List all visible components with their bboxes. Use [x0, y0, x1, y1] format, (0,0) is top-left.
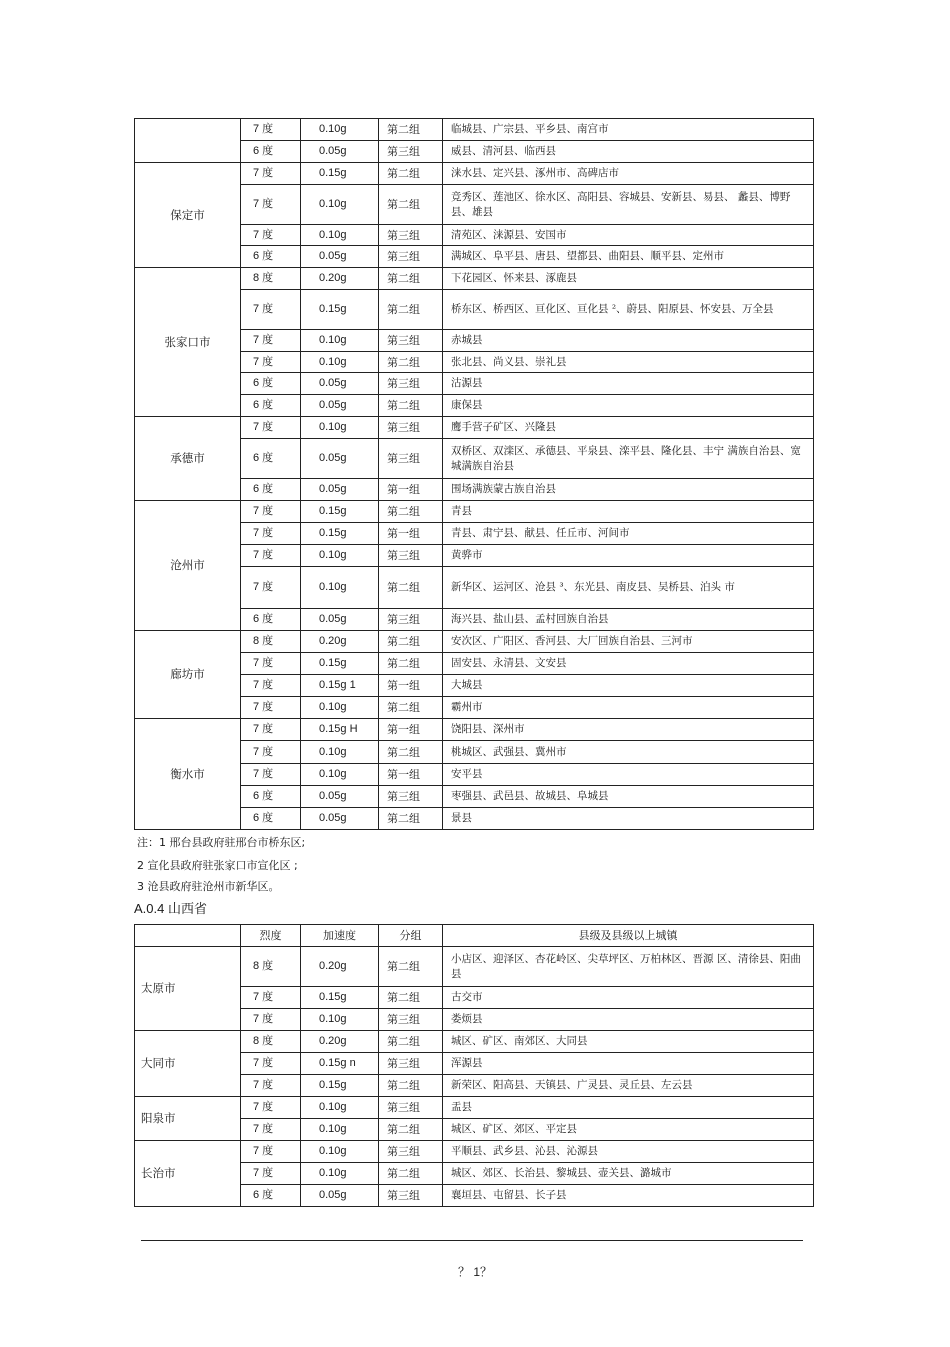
acceleration-cell: 0.10g	[301, 352, 379, 373]
city-name-cell: 大同市	[135, 1031, 241, 1097]
group-cell: 第二组	[379, 1075, 443, 1097]
towns-cell: 新华区、运河区、沧县 ³、东光县、南皮县、吴桥县、泊头 市	[443, 567, 814, 609]
shanxi-table-body	[135, 947, 814, 1207]
towns-cell: 固安县、永清县、文安县	[443, 653, 814, 675]
table-header-row	[135, 925, 814, 947]
towns-cell: 鹰手营子矿区、兴隆县	[443, 417, 814, 439]
group-cell: 第三组	[379, 330, 443, 352]
acceleration-cell: 0.10g	[301, 1163, 379, 1185]
acceleration-cell: 0.05g	[301, 1185, 379, 1207]
group-cell: 第二组	[379, 987, 443, 1009]
footnote: 3 沧县政府驻沧州市新华区。	[137, 880, 280, 893]
acceleration-cell: 0.10g	[301, 1009, 379, 1031]
group-cell: 第三组	[379, 373, 443, 395]
table-row	[135, 501, 814, 523]
group-cell: 第三组	[379, 246, 443, 268]
footnote: 注：1 邢台县政府驻邢台市桥东区;	[137, 836, 306, 849]
intensity-cell: 6 度	[241, 395, 301, 417]
intensity-cell: 7 度	[241, 675, 301, 697]
table-row	[135, 1097, 814, 1119]
group-cell: 第二组	[379, 352, 443, 373]
table-row	[135, 1031, 814, 1053]
acceleration-cell: 0.10g	[301, 567, 379, 609]
towns-cell: 城区、矿区、郊区、平定县	[443, 1119, 814, 1141]
acceleration-cell: 0.10g	[301, 1097, 379, 1119]
group-cell: 第二组	[379, 501, 443, 523]
towns-cell: 涞水县、定兴县、涿州市、高碑店市	[443, 163, 814, 185]
header-cell	[135, 925, 241, 947]
towns-cell: 桥东区、桥西区、亘化区、亘化县 ²、蔚县、阳原县、怀安县、万全县	[443, 290, 814, 330]
acceleration-cell: 0.20g	[301, 947, 379, 987]
group-cell: 第三组	[379, 141, 443, 163]
towns-cell: 赤城县	[443, 330, 814, 352]
group-cell: 第二组	[379, 395, 443, 417]
towns-cell: 襄垣县、屯留县、长子县	[443, 1185, 814, 1207]
towns-cell: 娄烦县	[443, 1009, 814, 1031]
intensity-cell: 8 度	[241, 1031, 301, 1053]
acceleration-cell: 0.20g	[301, 1031, 379, 1053]
towns-cell: 城区、郊区、长治县、黎城县、壶关县、潞城市	[443, 1163, 814, 1185]
intensity-cell: 6 度	[241, 373, 301, 395]
acceleration-cell: 0.10g	[301, 330, 379, 352]
intensity-cell: 6 度	[241, 439, 301, 479]
intensity-cell: 7 度	[241, 697, 301, 719]
group-cell: 第二组	[379, 947, 443, 987]
group-cell: 第二组	[379, 185, 443, 225]
shanxi-seismic-table	[134, 924, 814, 1207]
group-cell: 第一组	[379, 675, 443, 697]
acceleration-cell: 0.05g	[301, 786, 379, 808]
towns-cell: 景县	[443, 808, 814, 830]
towns-cell: 青县、肃宁县、献县、任丘市、河间市	[443, 523, 814, 545]
footnote: 2 宣化县政府驻张家口市宣化区 ;	[137, 859, 298, 872]
acceleration-cell: 0.15g	[301, 653, 379, 675]
group-cell: 第二组	[379, 567, 443, 609]
intensity-cell: 7 度	[241, 1141, 301, 1163]
intensity-cell: 7 度	[241, 719, 301, 741]
acceleration-cell: 0.15g	[301, 163, 379, 185]
intensity-cell: 7 度	[241, 764, 301, 786]
acceleration-cell: 0.05g	[301, 609, 379, 631]
header-cell: 烈度	[241, 925, 301, 947]
towns-cell: 沽源县	[443, 373, 814, 395]
city-name-cell: 张家口市	[135, 268, 241, 417]
intensity-cell: 7 度	[241, 653, 301, 675]
intensity-cell: 7 度	[241, 225, 301, 246]
intensity-cell: 7 度	[241, 119, 301, 141]
group-cell: 第二组	[379, 741, 443, 764]
intensity-cell: 7 度	[241, 1009, 301, 1031]
group-cell: 第二组	[379, 268, 443, 290]
intensity-cell: 7 度	[241, 163, 301, 185]
intensity-cell: 7 度	[241, 417, 301, 439]
intensity-cell: 7 度	[241, 523, 301, 545]
city-name-cell: 衡水市	[135, 719, 241, 830]
group-cell: 第三组	[379, 225, 443, 246]
acceleration-cell: 0.05g	[301, 373, 379, 395]
acceleration-cell: 0.10g	[301, 225, 379, 246]
acceleration-cell: 0.10g	[301, 1141, 379, 1163]
intensity-cell: 6 度	[241, 786, 301, 808]
group-cell: 第二组	[379, 119, 443, 141]
table-row	[135, 631, 814, 653]
header-cell: 分组	[379, 925, 443, 947]
city-name-cell: 太原市	[135, 947, 241, 1031]
intensity-cell: 7 度	[241, 567, 301, 609]
intensity-cell: 8 度	[241, 947, 301, 987]
towns-cell: 满城区、阜平县、唐县、望都县、曲阳县、顺平县、定州市	[443, 246, 814, 268]
intensity-cell: 7 度	[241, 352, 301, 373]
city-name-cell: 保定市	[135, 163, 241, 268]
group-cell: 第三组	[379, 1141, 443, 1163]
group-cell: 第三组	[379, 1097, 443, 1119]
acceleration-cell: 0.10g	[301, 741, 379, 764]
acceleration-cell: 0.05g	[301, 808, 379, 830]
towns-cell: 黄骅市	[443, 545, 814, 567]
towns-cell: 康保县	[443, 395, 814, 417]
acceleration-cell: 0.10g	[301, 764, 379, 786]
intensity-cell: 7 度	[241, 987, 301, 1009]
towns-cell: 浑源县	[443, 1053, 814, 1075]
intensity-cell: 8 度	[241, 631, 301, 653]
group-cell: 第三组	[379, 786, 443, 808]
acceleration-cell: 0.15g	[301, 501, 379, 523]
acceleration-cell: 0.15g 1	[301, 675, 379, 697]
acceleration-cell: 0.10g	[301, 185, 379, 225]
group-cell: 第二组	[379, 163, 443, 185]
towns-cell: 小店区、迎泽区、杏花岭区、尖草坪区、万柏林区、晋源 区、清徐县、阳曲县	[443, 947, 814, 987]
towns-cell: 大城县	[443, 675, 814, 697]
intensity-cell: 7 度	[241, 185, 301, 225]
city-name-cell: 沧州市	[135, 501, 241, 631]
intensity-cell: 6 度	[241, 1185, 301, 1207]
towns-cell: 竞秀区、莲池区、徐水区、高阳县、容城县、安新县、易县、 蠡县、博野县、雄县	[443, 185, 814, 225]
group-cell: 第二组	[379, 290, 443, 330]
towns-cell: 城区、矿区、南郊区、大同县	[443, 1031, 814, 1053]
acceleration-cell: 0.05g	[301, 141, 379, 163]
acceleration-cell: 0.05g	[301, 439, 379, 479]
hebei-seismic-table	[134, 118, 814, 830]
page-number: ？ 1？	[457, 1265, 492, 1279]
city-name-cell: 承德市	[135, 417, 241, 501]
towns-cell: 清苑区、涞源县、安国市	[443, 225, 814, 246]
group-cell: 第三组	[379, 545, 443, 567]
intensity-cell: 6 度	[241, 479, 301, 501]
towns-cell: 威县、清河县、临西县	[443, 141, 814, 163]
table-row	[135, 1141, 814, 1163]
acceleration-cell: 0.15g	[301, 523, 379, 545]
towns-cell: 饶阳县、深州市	[443, 719, 814, 741]
towns-cell: 平顺县、武乡县、沁县、沁源县	[443, 1141, 814, 1163]
header-cell: 县级及县级以上城镇	[443, 925, 814, 947]
towns-cell: 围场满族蒙古族自治县	[443, 479, 814, 501]
towns-cell: 桃城区、武强县、冀州市	[443, 741, 814, 764]
header-cell: 加速度	[301, 925, 379, 947]
acceleration-cell: 0.20g	[301, 268, 379, 290]
intensity-cell: 7 度	[241, 290, 301, 330]
group-cell: 第一组	[379, 479, 443, 501]
city-name-cell: 阳泉市	[135, 1097, 241, 1141]
towns-cell: 海兴县、盐山县、孟村回族自治县	[443, 609, 814, 631]
group-cell: 第二组	[379, 808, 443, 830]
towns-cell: 霸州市	[443, 697, 814, 719]
intensity-cell: 7 度	[241, 330, 301, 352]
intensity-cell: 7 度	[241, 1053, 301, 1075]
group-cell: 第一组	[379, 523, 443, 545]
group-cell: 第一组	[379, 764, 443, 786]
city-name-cell: 长治市	[135, 1141, 241, 1207]
group-cell: 第三组	[379, 439, 443, 479]
intensity-cell: 8 度	[241, 268, 301, 290]
group-cell: 第二组	[379, 697, 443, 719]
towns-cell: 青县	[443, 501, 814, 523]
group-cell: 第三组	[379, 417, 443, 439]
group-cell: 第三组	[379, 609, 443, 631]
acceleration-cell: 0.10g	[301, 119, 379, 141]
acceleration-cell: 0.05g	[301, 479, 379, 501]
intensity-cell: 7 度	[241, 545, 301, 567]
table-row	[135, 719, 814, 741]
towns-cell: 盂县	[443, 1097, 814, 1119]
group-cell: 第三组	[379, 1009, 443, 1031]
acceleration-cell: 0.15g	[301, 987, 379, 1009]
hebei-table-body	[135, 119, 814, 830]
acceleration-cell: 0.10g	[301, 1119, 379, 1141]
acceleration-cell: 0.10g	[301, 417, 379, 439]
section-heading: A.0.4 山西省	[134, 901, 207, 916]
towns-cell: 安平县	[443, 764, 814, 786]
table-row	[135, 268, 814, 290]
intensity-cell: 7 度	[241, 1097, 301, 1119]
towns-cell: 双桥区、双滦区、承德县、平泉县、滦平县、隆化县、丰宁 满族自治县、宽城满族自治县	[443, 439, 814, 479]
group-cell: 第二组	[379, 631, 443, 653]
intensity-cell: 7 度	[241, 1075, 301, 1097]
acceleration-cell: 0.10g	[301, 545, 379, 567]
towns-cell: 新荣区、阳高县、天镇县、广灵县、灵丘县、左云县	[443, 1075, 814, 1097]
group-cell: 第二组	[379, 1163, 443, 1185]
intensity-cell: 7 度	[241, 741, 301, 764]
group-cell: 第一组	[379, 719, 443, 741]
group-cell: 第二组	[379, 1119, 443, 1141]
group-cell: 第三组	[379, 1185, 443, 1207]
acceleration-cell: 0.10g	[301, 697, 379, 719]
intensity-cell: 7 度	[241, 501, 301, 523]
city-name-cell: 廊坊市	[135, 631, 241, 719]
intensity-cell: 7 度	[241, 1119, 301, 1141]
table-row	[135, 417, 814, 439]
acceleration-cell: 0.15g	[301, 1075, 379, 1097]
towns-cell: 古交市	[443, 987, 814, 1009]
acceleration-cell: 0.15g n	[301, 1053, 379, 1075]
city-name-cell	[135, 119, 241, 163]
intensity-cell: 6 度	[241, 141, 301, 163]
towns-cell: 张北县、尚义县、崇礼县	[443, 352, 814, 373]
group-cell: 第二组	[379, 653, 443, 675]
intensity-cell: 6 度	[241, 609, 301, 631]
acceleration-cell: 0.15g	[301, 290, 379, 330]
intensity-cell: 7 度	[241, 1163, 301, 1185]
acceleration-cell: 0.15g H	[301, 719, 379, 741]
intensity-cell: 6 度	[241, 246, 301, 268]
acceleration-cell: 0.05g	[301, 395, 379, 417]
group-cell: 第二组	[379, 1031, 443, 1053]
towns-cell: 枣强县、武邑县、故城县、阜城县	[443, 786, 814, 808]
footer-rule	[141, 1240, 803, 1241]
table-row	[135, 163, 814, 185]
intensity-cell: 6 度	[241, 808, 301, 830]
towns-cell: 安次区、广阳区、香河县、大厂回族自治县、三河市	[443, 631, 814, 653]
acceleration-cell: 0.05g	[301, 246, 379, 268]
towns-cell: 临城县、广宗县、平乡县、南宫市	[443, 119, 814, 141]
group-cell: 第三组	[379, 1053, 443, 1075]
table-row	[135, 947, 814, 987]
acceleration-cell: 0.20g	[301, 631, 379, 653]
table-row	[135, 119, 814, 141]
towns-cell: 下花园区、怀来县、涿鹿县	[443, 268, 814, 290]
